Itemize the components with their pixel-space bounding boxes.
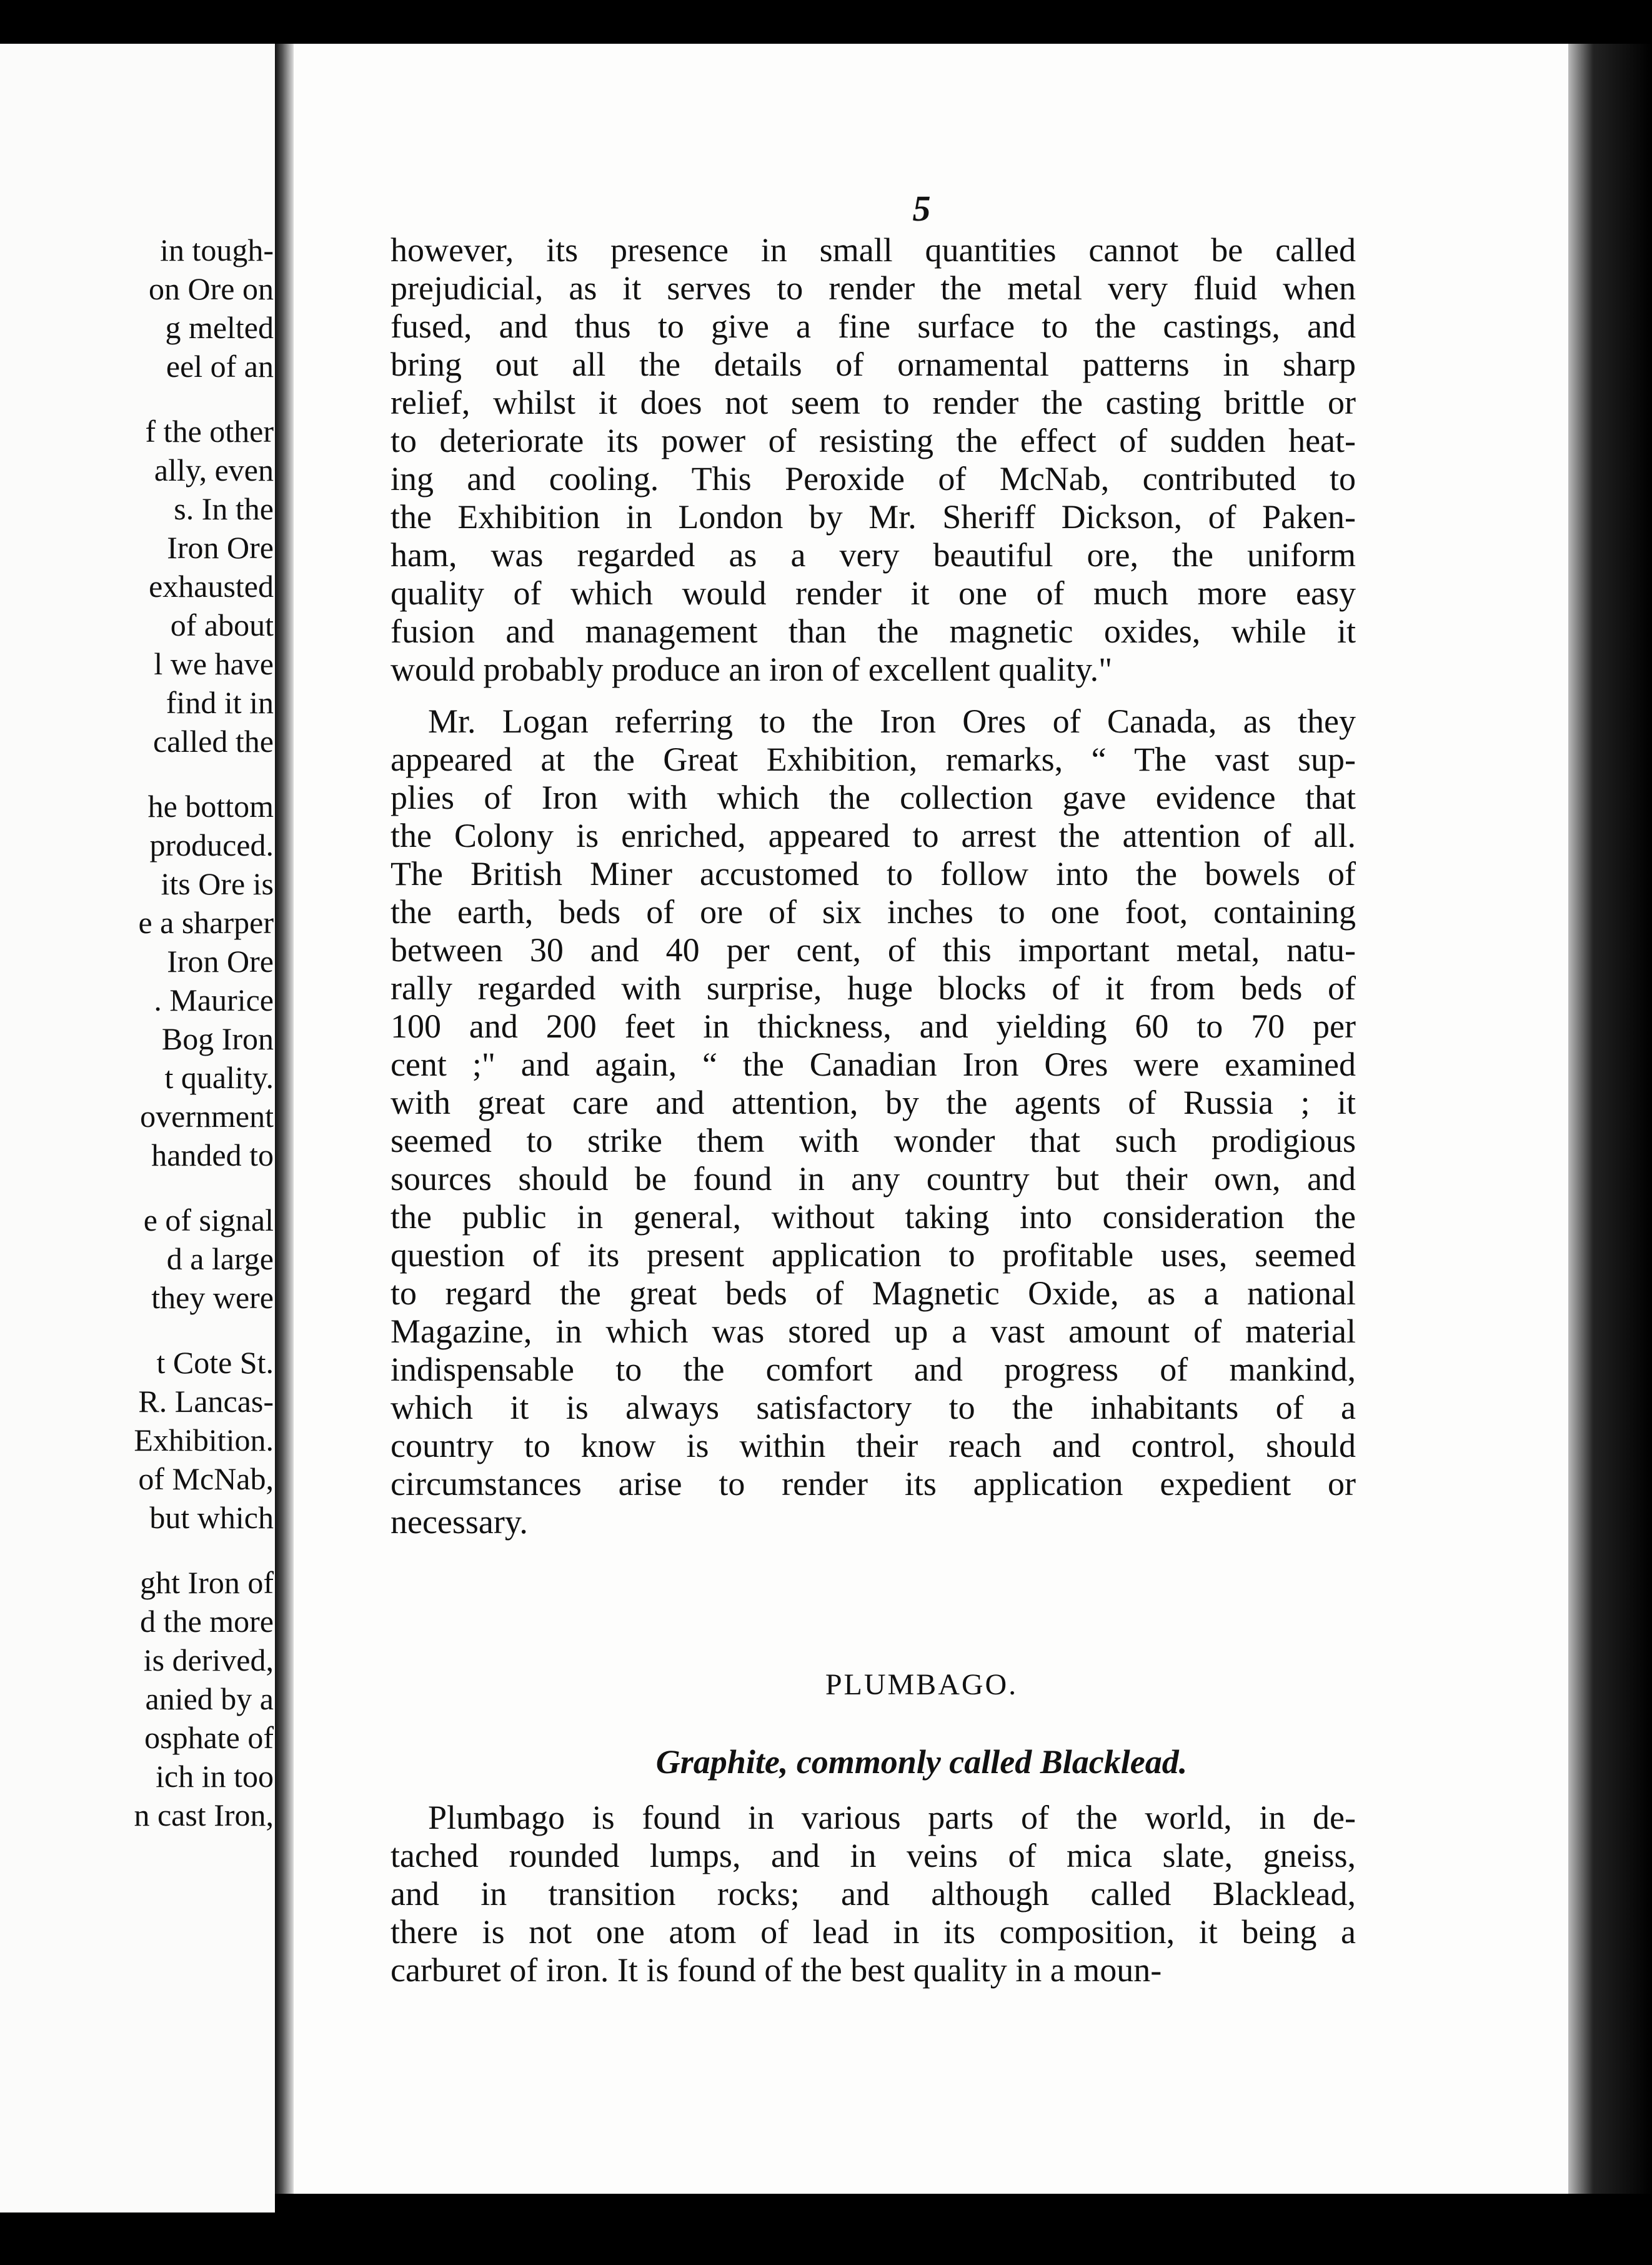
text-line: rally regarded with surprise, huge blocks of it from beds of — [391, 969, 1356, 1007]
left-page-line: osphate of — [144, 1720, 274, 1755]
body-text — [391, 231, 1356, 1541]
text-line: fused, and thus to give a fine surface to the castings, and — [391, 308, 1356, 345]
left-page-line: e of signal — [143, 1202, 274, 1238]
main-page — [275, 44, 1568, 2194]
text-line: question of its present application to profitable uses, seemed — [391, 1236, 1356, 1274]
left-page-line: handed to — [151, 1138, 274, 1172]
text-line: the Exhibition in London by Mr. Sheriff Dickson, of Paken- — [391, 498, 1356, 536]
text-line: there is not one atom of lead in its composition, it being a — [391, 1913, 1356, 1951]
left-page-line: Exhibition. — [134, 1422, 274, 1458]
left-page-line: s. In the — [174, 491, 274, 526]
left-page-line: e a sharper — [138, 905, 274, 940]
text-line: which it is always satisfactory to the inhabitants of a — [391, 1389, 1356, 1426]
text-line: plies of Iron with which the collection gave evidence that — [391, 779, 1356, 816]
text-line: cent ;" and again, “ the Canadian Iron Ores were examined — [391, 1046, 1356, 1083]
left-page-line: Iron Ore — [167, 530, 274, 565]
left-page-line: . Maurice — [154, 982, 274, 1018]
text-line: fusion and management than the magnetic oxides, while it — [391, 612, 1356, 650]
text-line: Plumbago is found in various parts of the world, in de- — [428, 1799, 1356, 1836]
left-page-line: R. Lancas- — [138, 1384, 274, 1419]
text-line: would probably produce an iron of excellent quality." — [391, 651, 1113, 688]
text-line: however, its presence in small quantities cannot be called — [391, 231, 1356, 269]
left-page-line: Bog Iron — [161, 1021, 274, 1056]
left-page-line: t Cote St. — [156, 1345, 274, 1380]
text-line: to deteriorate its power of resisting the effect of sudden heat- — [391, 422, 1356, 459]
text-line: the earth, beds of ore of six inches to one foot, containing — [391, 893, 1356, 931]
left-page-line: they were — [151, 1280, 274, 1315]
left-page-line: ght Iron of — [140, 1565, 274, 1600]
text-line: seemed to strike them with wonder that such prodigious — [391, 1122, 1356, 1159]
text-line: prejudicial, as it serves to render the metal very fluid when — [391, 269, 1356, 307]
left-page-line: is derived, — [143, 1642, 274, 1678]
text-line: the public in general, without taking into consideration the — [391, 1198, 1356, 1236]
left-page-line: exhausted — [149, 569, 274, 604]
left-page-line: d a large — [166, 1241, 274, 1276]
left-page-line: f the other — [145, 414, 274, 449]
left-page-line: Iron Ore — [167, 944, 274, 979]
page-edge-shadow — [1568, 44, 1652, 2194]
left-page-line: on Ore on — [149, 271, 274, 306]
text-line: the Colony is enriched, appeared to arrest the attention of all. — [391, 817, 1356, 854]
left-page-line: n cast Iron, — [134, 1798, 274, 1832]
text-line: appeared at the Great Exhibition, remarks, “ The vast sup- — [391, 741, 1356, 778]
text-line: to regard the great beds of Magnetic Oxide, as a national — [391, 1274, 1356, 1312]
left-page-line: d the more — [140, 1604, 274, 1639]
text-line: country to know is within their reach and control, should — [391, 1427, 1356, 1464]
text-line: sources should be found in any country but their own, and — [391, 1160, 1356, 1198]
text-line: carburet of iron. It is found of the best quality in a moun- — [391, 1951, 1162, 1989]
paragraph-plumbago — [391, 1799, 1356, 1989]
left-page-line: l we have — [154, 646, 274, 681]
left-page-fragment — [0, 44, 275, 2212]
text-line: The British Miner accustomed to follow into the bowels of — [391, 855, 1356, 892]
text-line: circumstances arise to render its application expedient or — [391, 1465, 1356, 1502]
left-page-line: its Ore is — [161, 866, 274, 901]
text-line: with great care and attention, by the agents of Russia ; it — [391, 1084, 1356, 1121]
left-page-line: called the — [153, 724, 274, 759]
left-page-line: anied by a — [145, 1681, 274, 1716]
paragraph-logan-remarks — [391, 702, 1356, 1541]
left-page-line: overnment — [140, 1099, 274, 1134]
left-page-line: produced. — [149, 828, 274, 862]
text-line: and in transition rocks; and although called Blacklead, — [391, 1875, 1356, 1912]
text-line: bring out all the details of ornamental patterns in sharp — [391, 346, 1356, 383]
left-page-line: g melted — [165, 310, 274, 345]
left-page-line: he bottom — [147, 789, 274, 824]
left-page-line: but which — [149, 1500, 274, 1535]
left-page-line: in tough- — [160, 232, 274, 268]
left-page-line: t quality. — [164, 1060, 274, 1095]
left-page-line: of McNab, — [138, 1461, 274, 1496]
text-line: between 30 and 40 per cent, of this important metal, natu- — [391, 931, 1356, 969]
section-heading: PLUMBAGO. — [825, 1668, 1018, 1701]
left-page-line: of about — [170, 608, 274, 642]
text-line: Mr. Logan referring to the Iron Ores of Canada, as they — [428, 702, 1356, 740]
text-line: indispensable to the comfort and progress of mankind, — [391, 1351, 1356, 1388]
left-page-line: eel of an — [166, 349, 274, 384]
section-subheading: Graphite, commonly called Blacklead. — [655, 1743, 1188, 1781]
text-line: ham, was regarded as a very beautiful ore, the uniform — [391, 536, 1356, 574]
text-line: necessary. — [391, 1503, 528, 1541]
left-page-line: ich in too — [156, 1759, 274, 1794]
text-line: Magazine, in which was stored up a vast amount of material — [391, 1312, 1356, 1350]
paragraph-iron-ore-continuation — [391, 231, 1356, 689]
plumbago-text — [391, 1799, 1356, 1989]
left-page-line: find it in — [166, 685, 274, 720]
text-line: ing and cooling. This Peroxide of McNab, contributed to — [391, 460, 1356, 498]
text-line: tached rounded lumps, and in veins of mica slate, gneiss, — [391, 1837, 1356, 1874]
left-page-line: ally, even — [154, 452, 274, 488]
text-line: quality of which would render it one of much more easy — [391, 574, 1356, 612]
page-number: 5 — [912, 188, 931, 229]
text-line: 100 and 200 feet in thickness, and yielding 60 to 70 per — [391, 1008, 1356, 1045]
text-line: relief, whilst it does not seem to render the casting brittle or — [391, 384, 1356, 421]
